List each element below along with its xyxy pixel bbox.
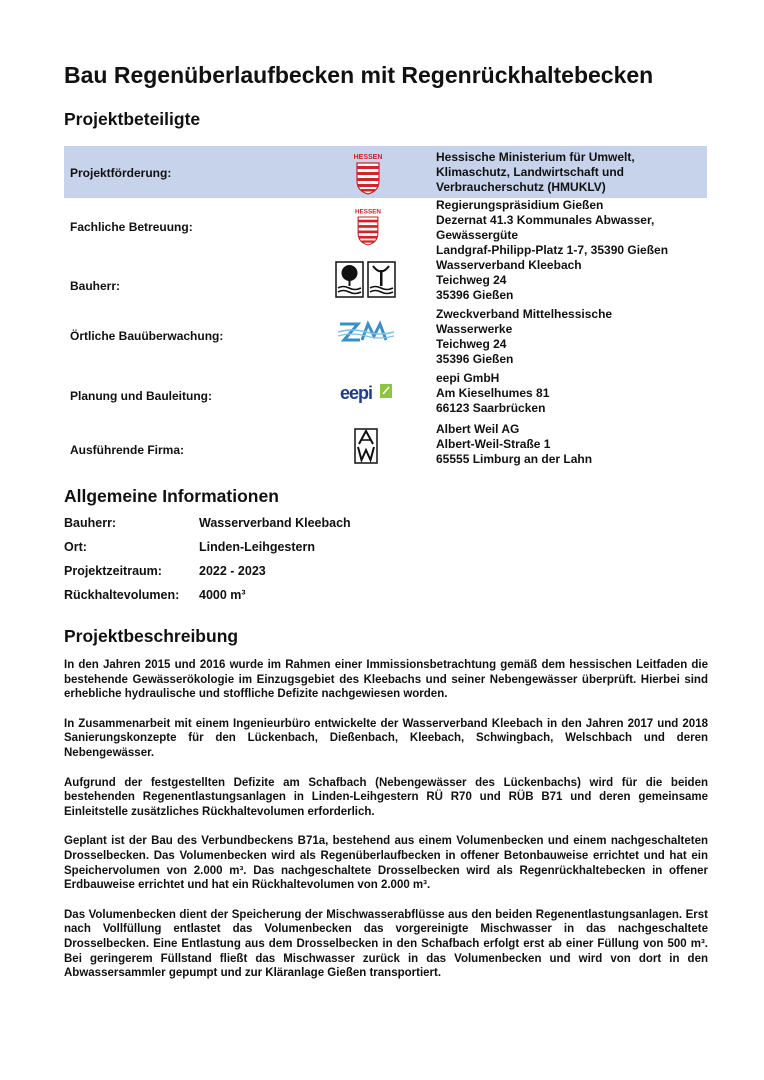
participant-label: Fachliche Betreuung: [70, 220, 193, 234]
general-info-heading: Allgemeine Informationen [64, 486, 279, 506]
participant-row-funding [64, 146, 707, 198]
description-paragraph: In den Jahren 2015 und 2016 wurde im Rahmen einer Immissionsbetrachtung gemäß dem hessischen Leitfaden die bestehende Gewässerökologie im Einzugsgebiet des Kleebachs und seiner Nebengewässer überprüft. Hierbei sind erhebliche hydraulische und stoffliche Defizite nachgewiesen worden. [64, 659, 708, 701]
participant-info: Wasserverband Kleebach Teichweg 24 35396 Gießen [436, 258, 582, 302]
participant-label: Projektförderung: [70, 166, 172, 180]
description-paragraph: Aufgrund der festgestellten Defizite am Schafbach (Nebengewässer des Lückenbachs) wird für die beiden bestehenden Regenentlastungsanlagen in Linden-Leihgestern RÜ R70 und RÜB B71 und deren gemeinsame Einleitstelle zusätzliches Rückhaltevolumen erforderlich. [64, 776, 708, 818]
participant-row-supervision [64, 198, 707, 256]
description-body [64, 658, 708, 996]
albert-weil-aw-logo-icon [354, 428, 378, 469]
zmw-wave-logo-icon [338, 318, 394, 353]
participant-row-contractor [64, 423, 707, 475]
description-paragraph: In Zusammenarbeit mit einem Ingenieurbüro entwickelte der Wasserverband Kleebach in den Jahren 2017 und 2018 Sanierungskonzepte für den Lückenbach, Dießenbach, Kleebach, Schwingbach, Welschbach und deren Nebengewässer. [64, 717, 708, 759]
participant-row-planning [64, 370, 707, 423]
hessen-coat-of-arms-icon [348, 151, 388, 200]
description-paragraph: Geplant ist der Bau des Verbundbeckens B71a, bestehend aus einem Volumenbecken und einem nachgeschalteten Drosselbecken. Das Volumenbecken wird als Regenüberlaufbecken in offener Betonbauweise errichtet und hat ein Speichervolumen von 2.000 m³. Das nachgeschaltete Drosselbecken wird als Regenrückhaltebecken in offener Erdbauweise errichtet und hat ein Rückhaltevolumen von 2.000 m³. [64, 835, 708, 892]
participant-label: Ausführende Firma: [70, 443, 185, 457]
wasserverband-tree-water-icon [335, 261, 397, 303]
hessen-coat-of-arms-icon [350, 206, 386, 251]
eepi-logo-text: eepi [340, 383, 373, 403]
hessen-logo-text: HESSEN [355, 208, 381, 216]
participant-info: Hessische Ministerium für Umwelt, Klimaschutz, Landwirtschaft und Verbraucherschutz (HMUKLV) [436, 150, 635, 194]
participant-row-client [64, 256, 707, 306]
participant-label: Bauherr: [70, 279, 121, 293]
page-title: Bau Regenüberlaufbecken mit Regenrückhaltebecken [64, 62, 654, 88]
hessen-logo-text: HESSEN [353, 154, 383, 161]
eepi-logo-icon [340, 382, 394, 411]
participant-info: Zweckverband Mittelhessische Wasserwerke Teichweg 24 35396 Gießen [436, 307, 613, 366]
participants-table [64, 146, 707, 475]
participant-info: Regierungspräsidium Gießen Dezernat 41.3 Kommunales Abwasser, Gewässergüte Landgraf-Philipp-Platz 1-7, 35390 Gießen [436, 198, 669, 257]
participant-info: Albert Weil AG Albert-Weil-Straße 1 65555 Limburg an der Lahn [436, 422, 593, 466]
participants-heading: Projektbeteiligte [64, 109, 201, 129]
participant-label: Örtliche Bauüberwachung: [70, 329, 224, 343]
description-heading: Projektbeschreibung [64, 626, 239, 646]
document-page: Bau Regenüberlaufbecken mit Regenrückhaltebecken Projektbeteiligte Projektförderung: HESSEN Hessische Ministerium für Umwelt, Klimaschutz, Landwirtschaft und Verbraucherschutz (HMUKLV) Fachliche Betreuung: HESSEN Regierungspräsidium Gießen Dezernat 41.3 Kommunales Abwasser, Gewässergüte Landgraf-Philipp-Platz 1-7, 35390 Gießen Bauherr: Wasserverband Kleebach Teichweg 24 35396 Gießen Örtliche Bauüberwachung: Zweckverband Mittelhessische Wasserwerke Teichweg 24 35396 Gießen Planung und Bauleitung: eepi eepi GmbH Am Kieselhumes 81 66123 Saarbrücken Ausführende Firma: Albert Weil AG Albert-Weil-Straße 1 65555 Limburg an der Lahn Allgemeine Informationen Bauherr: Wasserverband Kleebach Ort: Linden-Leihgestern Projektzeitraum: 2022 - 2023 Rückhaltevolumen: 4000 m³ Projektbeschreibung In den Jahren 2015 und 2016 wurde im Rahmen einer Immissionsbetrachtung gemäß dem hessischen Leitfaden die bestehende Gewässerökologie im Einzugsgebiet des Kleebachs und seiner Nebengewässer überprüft. Hierbei sind erhebliche hydraulische und stoffliche Defizite nachgewiesen worden. In Zusammenarbeit mit einem Ingenieurbüro entwickelte der Wasserverband Kleebach in den Jahren 2017 und 2018 Sanierungskonzepte für den Lückenbach, Dießenbach, Kleebach, Schwingbach, Welschbach und deren Nebengewässer. Aufgrund der festgestellten Defizite am Schafbach (Nebengewässer des Lückenbachs) wird für die beiden bestehenden Regenentlastungsanlagen in Linden-Leihgestern RÜ R70 und RÜB B71 und deren gemeinsame Einleitstelle zusätzliches Rückhaltevolumen erforderlich. Geplant ist der Bau des Verbundbeckens B71a, bestehend aus einem Volumenbecken und einem nachgeschalteten Drosselbecken. Das Volumenbecken wird als Regenüberlaufbecken in offener Betonbauweise errichtet und hat ein Speichervolumen von 2.000 m³. Das nachgeschaltete Drosselbecken wird als Regenrückhaltebecken in offener Erdbauweise errichtet und hat ein Rückhaltevolumen von 2.000 m³. Das Volumenbecken dient der Speicherung der Mischwasserabflüsse aus den beiden Regenentlastungsanlagen. Erst nach Vollfüllung entlastet das Volumenbecken das vorgereinigte Mischwasser in das nachgeschaltete Drosselbecken. Eine Entlastung aus dem Drosselbecken in den Schafbach erfolgt erst ab einer Füllung von 500 m³. Bei geringerem Füllstand fließt das Mischwasser zurück in das Volumenbecken und wird von dort in den Abwassersammler gepumpt und zur Kläranlage Gießen transportiert. [0, 0, 764, 1080]
participant-row-site-supervision [64, 306, 707, 370]
description-paragraph: Das Volumenbecken dient der Speicherung der Mischwasserabflüsse aus den beiden Regenentlastungsanlagen. Erst nach Vollfüllung entlastet das Volumenbecken das vorgereinigte Mischwasser in das nachgeschaltete Drosselbecken. Eine Entlastung aus dem Drosselbecken in den Schafbach erfolgt erst ab einer Füllung von 500 m³. Bei geringerem Füllstand fließt das Mischwasser zurück in das Volumenbecken und wird von dort in den Abwassersammler gepumpt und zur Kläranlage Gießen transportiert. [64, 908, 708, 980]
participant-info: eepi GmbH Am Kieselhumes 81 66123 Saarbrücken [436, 371, 550, 415]
participant-label: Planung und Bauleitung: [70, 389, 212, 403]
